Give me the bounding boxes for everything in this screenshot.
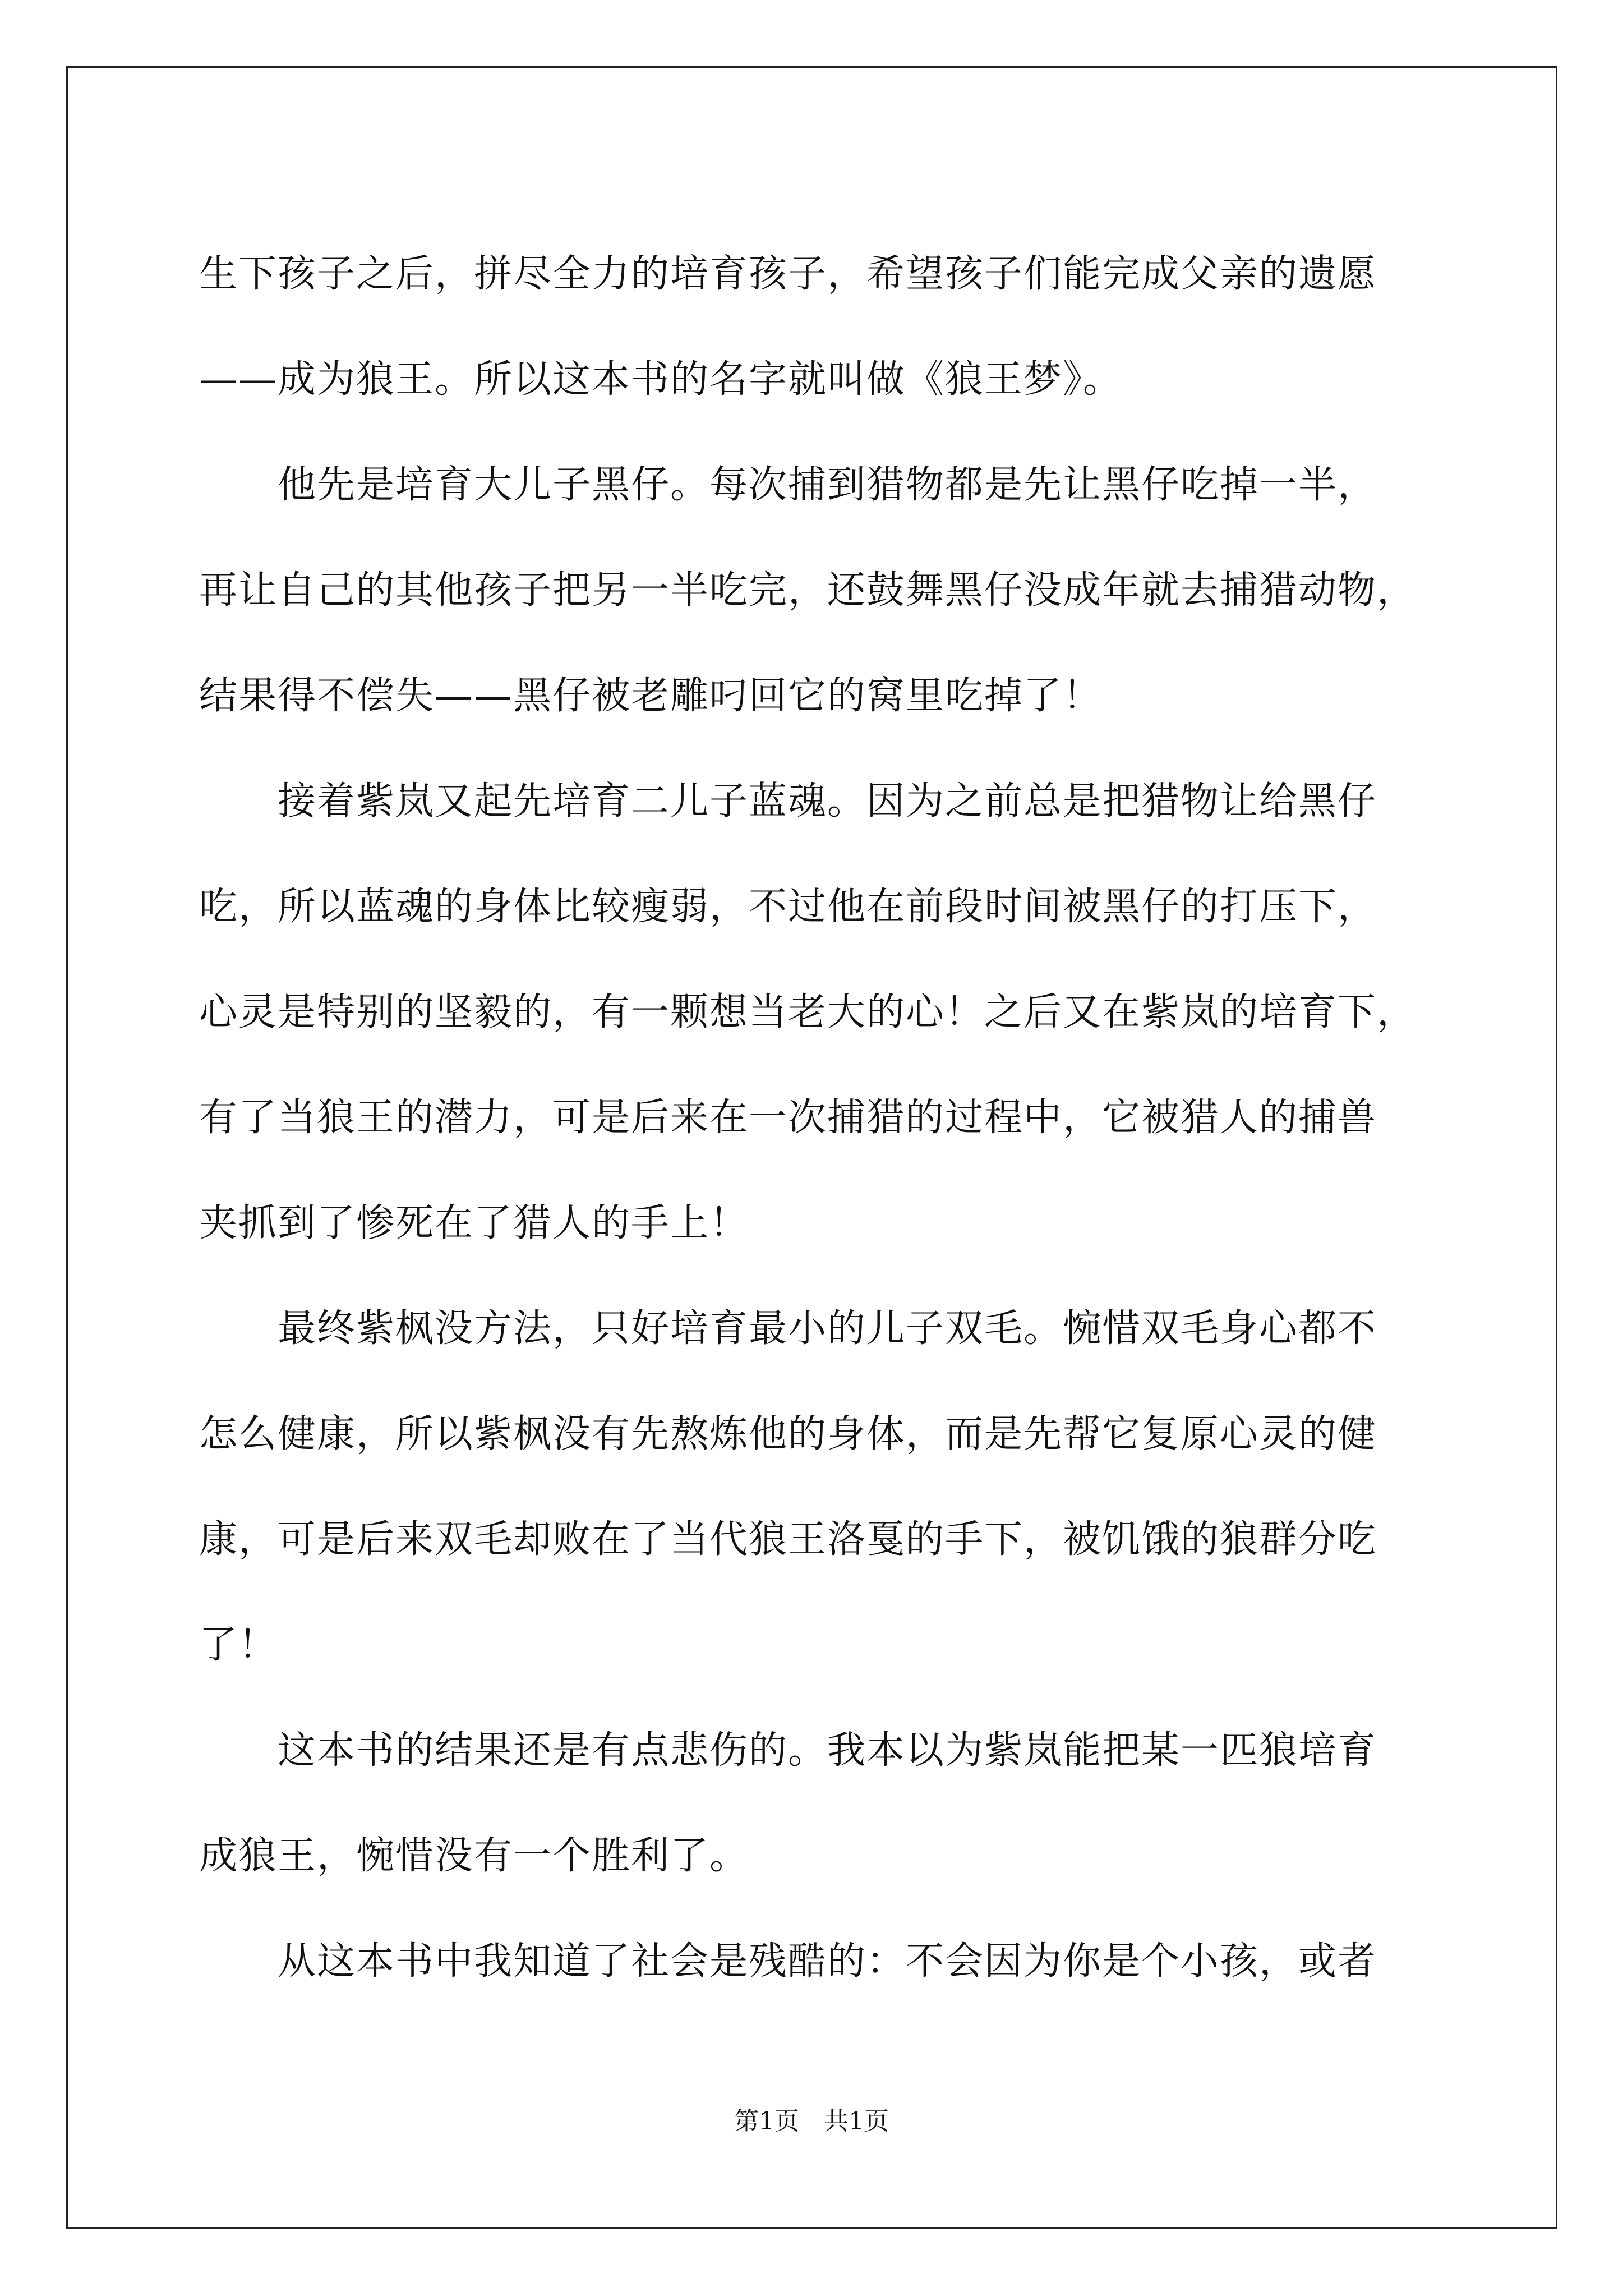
text-line: ——成为狼王。所以这本书的名字就叫做《狼王梦》。 — [199, 357, 1123, 402]
text-line: 从这本书中我知道了社会是残酷的：不会因为你是个小孩，或者 — [199, 1939, 1377, 1984]
page-footer: 第1页 共1页 — [734, 2107, 889, 2136]
document-body — [199, 222, 1436, 2014]
text-line: 生下孩子之后，拼尽全力的培育孩子，希望孩子们能完成父亲的遗愿 — [199, 252, 1377, 296]
text-line: 怎么健康，所以紫枫没有先熬炼他的身体，而是先帮它复原心灵的健 — [199, 1412, 1377, 1456]
text-line: 接着紫岚又起先培育二儿子蓝魂。因为之前总是把猎物让给黑仔 — [199, 779, 1377, 823]
text-line: 再让自己的其他孩子把另一半吃完，还鼓舞黑仔没成年就去捕猎动物， — [199, 568, 1417, 613]
text-line: 夹抓到了惨死在了猎人的手上！ — [199, 1201, 749, 1245]
text-line: 吃，所以蓝魂的身体比较瘦弱，不过他在前段时间被黑仔的打压下， — [199, 885, 1377, 929]
text-line: 成狼王，惋惜没有一个胜利了。 — [199, 1834, 749, 1878]
text-line: 最终紫枫没方法，只好培育最小的儿子双毛。惋惜双毛身心都不 — [199, 1306, 1377, 1351]
text-line: 心灵是特别的坚毅的，有一颗想当老大的心！之后又在紫岚的培育下， — [199, 990, 1417, 1034]
text-line: 康，可是后来双毛却败在了当代狼王洛戛的手下，被饥饿的狼群分吃 — [199, 1517, 1377, 1562]
text-line: 有了当狼王的潜力，可是后来在一次捕猎的过程中，它被猎人的捕兽 — [199, 1096, 1377, 1140]
text-line: 他先是培育大儿子黑仔。每次捕到猎物都是先让黑仔吃掉一半， — [199, 463, 1377, 507]
text-line: 这本书的结果还是有点悲伤的。我本以为紫岚能把某一匹狼培育 — [199, 1728, 1377, 1773]
text-line: 了！ — [199, 1623, 278, 1667]
text-line: 结果得不偿失——黑仔被老雕叼回它的窝里吃掉了！ — [199, 674, 1103, 718]
